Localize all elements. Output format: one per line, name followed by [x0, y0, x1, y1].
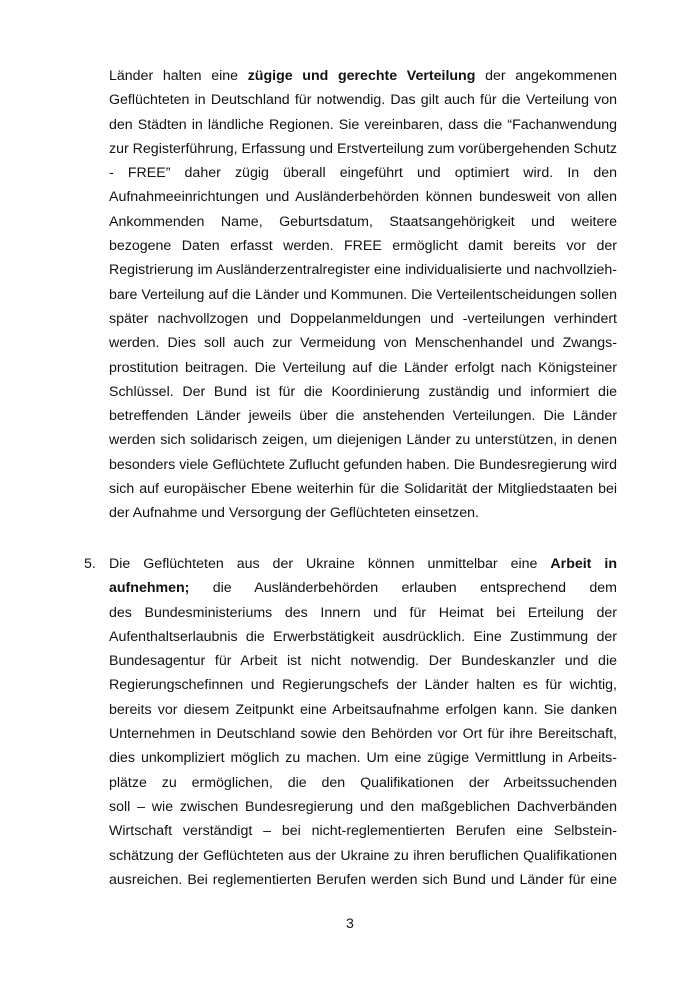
text-run: ausreichen. Bei reglementierten Berufen werden sich Bund und Länder für eine: [109, 871, 617, 888]
text-line: [109, 137, 617, 161]
text-run: - FREE” daher zügig überall eingeführt und optimiert wird. In den: [109, 165, 617, 182]
text-line: [109, 819, 617, 843]
text-run: dies unkompliziert möglich zu machen. Um eine zügige Vermittlung in Arbeits-: [109, 750, 617, 767]
page-number: 3: [346, 916, 354, 932]
text-run: werden. Dies soll auch zur Vermeidung von Menschenhandel und Zwangs-: [109, 335, 617, 352]
text-line: [109, 771, 617, 795]
text-run: Geflüchteten in Deutschland für notwendig. Das gilt auch für die Verteilung von: [109, 92, 617, 109]
bold-text: Arbeit in: [550, 556, 617, 572]
text-line: [109, 673, 617, 697]
text-run: Regierungschefinnen und Regierungschefs der Länder halten es für wichtig,: [109, 677, 617, 694]
text-line: [109, 283, 617, 307]
text-run: bereits vor diesem Zeitpunkt eine Arbeitsaufnahme erfolgen kann. Sie danken: [109, 701, 617, 718]
text-run: die Ausländerbehörden erlauben entsprechend dem: [212, 580, 617, 597]
text-run: sich auf europäischer Ebene weiterhin für die Solidarität der Mitgliedstaaten bei: [109, 481, 617, 498]
text-run: Unternehmen in Deutschland sowie den Behörden vor Ort für ihre Bereitschaft,: [109, 726, 617, 743]
text-run: später nachvollzogen und Doppelanmeldungen und -verteilungen verhindert: [109, 310, 617, 327]
paragraph-distribution: [109, 64, 617, 526]
text-line: [109, 88, 617, 112]
text-run: plätze zu ermöglichen, die den Qualifikationen der Arbeitssuchenden: [109, 774, 617, 791]
text-run: prostitution beitragen. Die Verteilung auf die Länder erfolgt nach Königsteiner: [109, 359, 617, 376]
text-run: zur Registerführung, Erfassung und Erstverteilung zum vorübergehenden Schutz: [109, 140, 617, 157]
text-run: bare Verteilung auf die Länder und Kommunen. Die Verteilentscheidungen sollen: [109, 286, 617, 303]
text-run: Länder halten eine: [109, 68, 248, 84]
bold-text: zügige und gerechte Verteilung: [247, 68, 476, 84]
text-line: [109, 722, 617, 746]
text-run: soll – wie zwischen Bundesregierung und den maßgeblichen Dachverbänden: [109, 798, 617, 815]
text-run: schätzung der Geflüchteten aus der Ukraine zu ihren beruflichen Qualifikationen: [109, 847, 617, 864]
text-line: [109, 331, 617, 355]
text-run: des Bundesministeriums des Innern und für Heimat bei Erteilung der: [109, 604, 617, 621]
text-line: [109, 601, 617, 625]
text-run: Bundesagentur für Arbeit ist nicht notwendig. Der Bundeskanzler und die: [109, 653, 617, 670]
text-run: werden sich solidarisch zeigen, um diejenigen Länder zu unterstützen, in denen: [109, 432, 617, 449]
text-line: [109, 113, 617, 137]
text-run: betreffenden Länder jeweils über die anstehenden Verteilungen. Die Länder: [109, 408, 617, 425]
text-line: [109, 501, 617, 525]
text-line: [109, 356, 617, 380]
text-line: [109, 428, 617, 452]
text-line: [109, 161, 617, 185]
text-line: [109, 477, 617, 501]
text-line: [109, 404, 617, 428]
text-run: Registrierung im Ausländerzentralregister eine individualisierte und nachvollzieh-: [109, 262, 617, 279]
text-line: [109, 307, 617, 331]
list-number: 5.: [84, 556, 96, 572]
bold-text: aufnehmen;: [109, 580, 190, 597]
text-line: [109, 64, 617, 88]
text-run: den Städten in ländliche Regionen. Sie vereinbaren, dass die “Fachanwendung: [109, 116, 617, 133]
text-line: [109, 576, 617, 600]
text-line: [109, 185, 617, 209]
text-line: [109, 258, 617, 282]
text-line: [109, 625, 617, 649]
text-line: [109, 795, 617, 819]
text-run: Aufnahmeeinrichtungen und Ausländerbehörden können bundesweit von allen: [109, 189, 617, 206]
paragraph-work-permit: [109, 552, 617, 892]
text-line: [109, 698, 617, 722]
text-run: Schlüssel. Der Bund ist für die Koordinierung zuständig und informiert die: [109, 383, 617, 400]
text-run: besonders viele Geflüchtete Zuflucht gefunden haben. Die Bundesregierung wird: [109, 456, 617, 473]
text-run: Wirtschaft verständigt – bei nicht-reglementierten Berufen eine Selbstein-: [109, 823, 617, 840]
text-line: [109, 380, 617, 404]
text-run: der angekommenen: [475, 68, 617, 84]
text-line: [109, 453, 617, 477]
text-line: [109, 868, 617, 892]
text-line: [109, 649, 617, 673]
text-line: [109, 210, 617, 234]
text-run: bezogene Daten erfasst werden. FREE ermöglicht damit bereits vor der: [109, 238, 617, 255]
text-line: [109, 552, 617, 576]
text-run: Die Geflüchteten aus der Ukraine können unmittelbar eine: [109, 556, 551, 572]
text-run: der Aufnahme und Versorgung der Geflüchteten einsetzen.: [109, 505, 479, 522]
text-line: [109, 844, 617, 868]
text-run: Aufenthaltserlaubnis die Erwerbstätigkeit ausdrücklich. Eine Zustimmung der: [109, 628, 617, 645]
text-line: [109, 746, 617, 770]
text-line: [109, 234, 617, 258]
text-run: Ankommenden Name, Geburtsdatum, Staatsangehörigkeit und weitere: [109, 213, 617, 230]
